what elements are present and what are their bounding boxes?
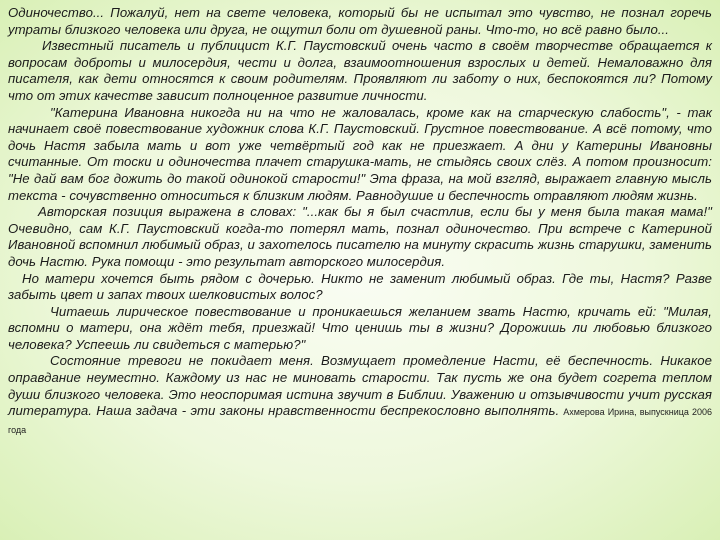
paragraph-intro: Одиночество... Пожалуй, нет на свете человека, который бы не испытал это чувство, не познал горечь утраты близкого человека или друга, не ощутил боли от душевной раны. Что-то, но всё равно было... xyxy=(8,5,712,37)
paragraph-conclusion xyxy=(8,353,712,438)
paragraph-quote: "Катерина Ивановна никогда ни на что не жаловалась, кроме как на старческую слабость", - так начинает своё повествование художник слова К.Г. Паустовский. Грустное повествование. А всё потому, что дочь Настя забыла мать и вот уже четвёртый год как не приезжает. А дни у Катерины Ивановны считанные. От тоски и одиночества плачет старушка-мать, не стыдясь своих слёз. А потом произносит: "Не дай вам бог дожить до такой одинокой старости!" Эта фраза, на мой взгляд, выражает главную мысль текста - сочувственно относиться к близким людям. Равнодушие и беспечность отравляют людям жизнь. xyxy=(8,104,712,203)
conclusion-text: Состояние тревоги не покидает меня. Возмущает промедление Насти, её беспечность. Никакое оправдание неуместно. Каждому из нас не миновать старости. Так пусть же она будет согрета теплом души близкого человека. Это неоспоримая истина звучит в Библии. Уважению и отзывчивости учит русская литература. Наша задача - эти законы нравственности беспрекословно выполнять. xyxy=(8,353,712,419)
paragraph-position: Авторская позиция выражена в словах: "...как бы я был счастлив, если бы у меня была такая мама!" Очевидно, сам К.Г. Паустовский когда-то потерял мать, познал одиночество. При встрече с Катериной Ивановной вспомнил любимый образ, и захотелось писателю на минуту скрасить жизнь старушки, заменить дочь Настю. Рука помощи - это результат авторского милосердия. xyxy=(8,204,712,269)
essay-text xyxy=(8,5,712,438)
signature: Ахмерова Ирина, выпускница 2006 года xyxy=(8,407,712,435)
paragraph-author: Известный писатель и публицист К.Г. Паустовский очень часто в своём творчестве обращается к вопросам доброты и милосердия, чести и долга, взаимоотношения взрослых и детей. Немаловажно для писателя, как дети относятся к своим родителям. Проявляют ли заботу о них, беспокоятся ли? Потому что от этих качестве зависит полноценное развитие личности. xyxy=(8,38,712,103)
paragraph-reading: Читаешь лирическое повествование и проникаешься желанием звать Настю, кричать ей: "Милая, вспомни о матери, она ждёт тебя, приезжай! Что ценишь ты в жизни? Дорожишь ли любовью близкого человека? Успеешь ли свидеться с матерью?" xyxy=(8,303,712,352)
paragraph-mother: Но матери хочется быть рядом с дочерью. Никто не заменит любимый образ. Где ты, Настя? Разве забыть цвет и запах твоих шелковистых волос? xyxy=(8,270,712,303)
